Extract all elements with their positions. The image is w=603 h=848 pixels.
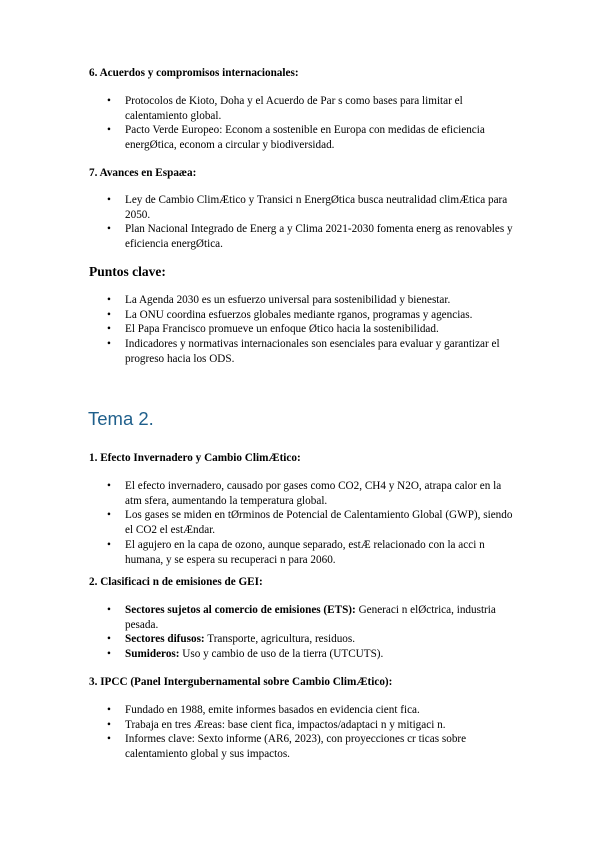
list-item-lead: Sumideros: bbox=[125, 648, 180, 661]
key-points-list bbox=[125, 293, 517, 367]
list-item-lead: Sectores sujetos al comercio de emisiones (ETS): bbox=[125, 604, 356, 616]
list-item bbox=[125, 647, 517, 662]
section-7-heading: 7. Avances en Espaæa: bbox=[89, 167, 197, 179]
list-item: • Pacto Verde Europeo: Econom a sostenible en Europa con medidas de eficiencia energØtica, econom a circular y biodiversidad. bbox=[125, 123, 517, 152]
list-item-text: Generaci n elØctrica, industria pesada. bbox=[125, 604, 496, 631]
list-item bbox=[125, 632, 517, 647]
list-item: • El efecto invernadero, causado por gases como CO2, CH4 y N2O, atrapa calor en la atm sfera, aumentando la temperatura global. bbox=[125, 479, 517, 508]
t2-section-1-heading: 1. Efecto Invernadero y Cambio ClimÆtico: bbox=[89, 452, 301, 464]
key-points-heading: Puntos clave: bbox=[89, 264, 166, 279]
list-item-lead: Sectores difusos: bbox=[125, 633, 205, 646]
tema-title: Tema 2. bbox=[88, 408, 154, 429]
list-item: • La Agenda 2030 es un esfuerzo universal para sostenibilidad y bienestar. bbox=[125, 293, 517, 308]
t2-section-2-heading: 2. Clasificaci n de emisiones de GEI: bbox=[89, 576, 263, 588]
section-7-list bbox=[125, 193, 517, 252]
list-item: • Los gases se miden en tØrminos de Potencial de Calentamiento Global (GWP), siendo el CO2 el estÆndar. bbox=[125, 508, 517, 537]
list-item: • Ley de Cambio ClimÆtico y Transici n EnergØtica busca neutralidad climÆtica para 2050. bbox=[125, 193, 517, 222]
t2-section-2-list bbox=[125, 603, 517, 662]
list-item: • Indicadores y normativas internacionales son esenciales para evaluar y garantizar el progreso hacia los ODS. bbox=[125, 337, 517, 366]
list-item: • Fundado en 1988, emite informes basados en evidencia cient fica. bbox=[125, 703, 517, 718]
list-item: • El Papa Francisco promueve un enfoque Øtico hacia la sostenibilidad. bbox=[125, 322, 517, 337]
list-item: • Trabaja en tres Æreas: base cient fica, impactos/adaptaci n y mitigaci n. bbox=[125, 718, 517, 733]
t2-section-3-heading: 3. IPCC (Panel Intergubernamental sobre Cambio ClimÆtico): bbox=[89, 676, 393, 688]
list-item: • Protocolos de Kioto, Doha y el Acuerdo de Par s como bases para limitar el calentamiento global. bbox=[125, 94, 517, 123]
list-item: • El agujero en la capa de ozono, aunque separado, estÆ relacionado con la acci n humana, y se espera su recuperaci n para 2060. bbox=[125, 538, 517, 567]
list-item: • Informes clave: Sexto informe (AR6, 2023), con proyecciones cr ticas sobre calentamiento global y sus impactos. bbox=[125, 732, 517, 761]
list-item bbox=[125, 603, 517, 632]
section-6-list bbox=[125, 94, 517, 153]
t2-section-1-list bbox=[125, 479, 517, 567]
list-item-text: Uso y cambio de uso de la tierra (UTCUTS). bbox=[179, 648, 384, 661]
list-item: • La ONU coordina esfuerzos globales mediante rganos, programas y agencias. bbox=[125, 308, 517, 323]
t2-section-3-list bbox=[125, 703, 517, 762]
list-item-text: Transporte, agricultura, residuos. bbox=[204, 633, 356, 646]
section-6-heading: 6. Acuerdos y compromisos internacionales: bbox=[89, 67, 299, 79]
list-item: • Plan Nacional Integrado de Energ a y Clima 2021-2030 fomenta energ as renovables y eficiencia energØtica. bbox=[125, 222, 517, 251]
